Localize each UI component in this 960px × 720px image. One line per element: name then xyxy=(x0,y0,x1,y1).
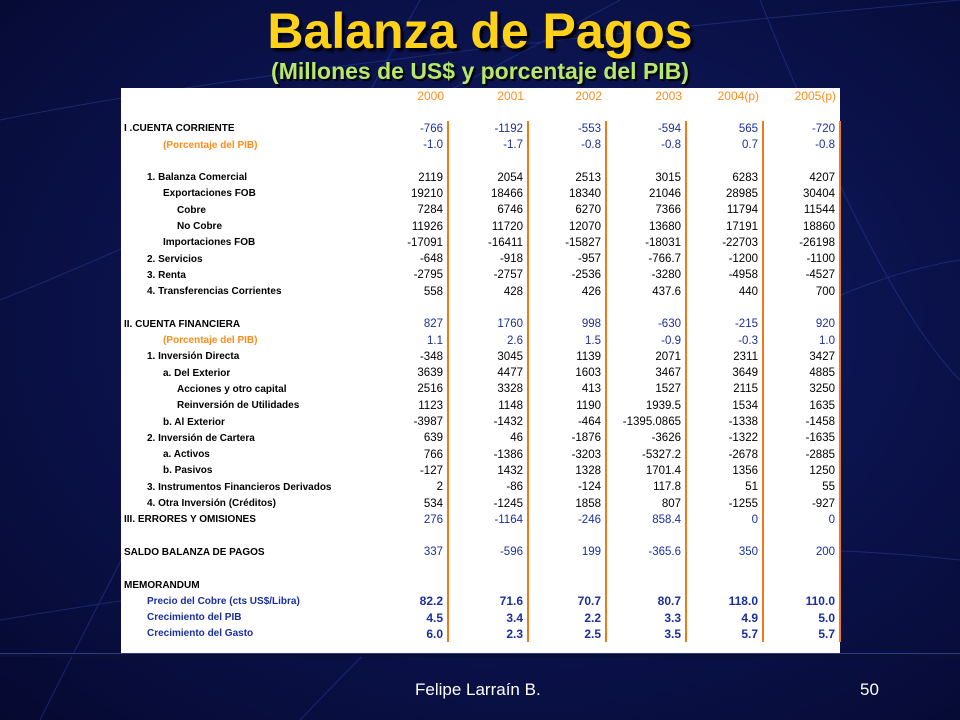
value-cell: -0.9 xyxy=(606,332,686,348)
value-cell: 3.5 xyxy=(606,626,686,642)
row-label: a. Del Exterior xyxy=(163,367,231,379)
value-cell: 1250 xyxy=(763,463,840,479)
table-row xyxy=(121,332,840,348)
value-cell: -4958 xyxy=(686,267,763,283)
value-cell xyxy=(763,104,840,120)
table-row xyxy=(121,463,840,479)
value-cell: 6746 xyxy=(448,202,528,218)
value-cell: 6.0 xyxy=(371,626,448,642)
value-cell: 440 xyxy=(686,284,763,300)
table-row xyxy=(121,300,840,316)
value-cell: 70.7 xyxy=(528,593,606,609)
value-cell: -1338 xyxy=(686,414,763,430)
value-cell: -1.0 xyxy=(371,137,448,153)
row-label xyxy=(121,528,371,544)
value-cell: -648 xyxy=(371,251,448,267)
value-cell xyxy=(528,104,606,120)
value-cell: 4885 xyxy=(763,365,840,381)
table-row xyxy=(121,610,840,626)
value-cell: -365.6 xyxy=(606,544,686,560)
footer-divider xyxy=(0,653,960,657)
table-row xyxy=(121,414,840,430)
value-cell xyxy=(528,300,606,316)
row-label: Reinversión de Utilidades xyxy=(177,400,300,412)
value-cell: 1701.4 xyxy=(606,463,686,479)
row-label: Acciones y otro capital xyxy=(177,383,287,395)
value-cell: 0 xyxy=(763,512,840,528)
value-cell: -15827 xyxy=(528,235,606,251)
value-cell xyxy=(371,300,448,316)
value-cell: -630 xyxy=(606,316,686,332)
row-label: b. Pasivos xyxy=(163,465,213,477)
header-year-2003: 2003 xyxy=(655,89,682,104)
value-cell: 3467 xyxy=(606,365,686,381)
value-cell: 21046 xyxy=(606,186,686,202)
value-cell: 199 xyxy=(528,544,606,560)
value-cell: -246 xyxy=(528,512,606,528)
value-cell: -594 xyxy=(606,121,686,137)
header-label-cell xyxy=(121,88,371,104)
table-row xyxy=(121,251,840,267)
value-cell: 3250 xyxy=(763,381,840,397)
value-cell: 1939.5 xyxy=(606,398,686,414)
table-row xyxy=(121,267,840,283)
row-label xyxy=(121,561,371,577)
value-cell xyxy=(606,104,686,120)
table-row xyxy=(121,104,840,120)
table-row xyxy=(121,479,840,495)
value-cell: 1603 xyxy=(528,365,606,381)
table-row xyxy=(121,169,840,185)
value-cell: -957 xyxy=(528,251,606,267)
value-cell: -0.3 xyxy=(686,332,763,348)
table-row xyxy=(121,284,840,300)
value-cell: 2.6 xyxy=(448,332,528,348)
value-cell xyxy=(448,528,528,544)
balance-of-payments-table xyxy=(121,88,841,642)
value-cell xyxy=(686,528,763,544)
row-label: b. Al Exterior xyxy=(163,416,225,428)
value-cell xyxy=(606,528,686,544)
table-row xyxy=(121,316,840,332)
table-row xyxy=(121,153,840,169)
value-cell: 1.5 xyxy=(528,332,606,348)
value-cell: 2513 xyxy=(528,169,606,185)
value-cell: 3649 xyxy=(686,365,763,381)
table-row xyxy=(121,447,840,463)
value-cell: 1190 xyxy=(528,398,606,414)
row-label: 3. Renta xyxy=(147,269,186,281)
value-cell: 1432 xyxy=(448,463,528,479)
row-label: 1. Inversión Directa xyxy=(147,351,240,363)
row-label: 2. Servicios xyxy=(147,253,203,265)
value-cell: 19210 xyxy=(371,186,448,202)
value-cell: -0.8 xyxy=(528,137,606,153)
value-cell xyxy=(371,561,448,577)
value-cell: 1356 xyxy=(686,463,763,479)
row-label: II. CUENTA FINANCIERA xyxy=(124,318,241,330)
value-cell: 565 xyxy=(686,121,763,137)
value-cell: 18340 xyxy=(528,186,606,202)
value-cell: 1635 xyxy=(763,398,840,414)
value-cell: -1245 xyxy=(448,495,528,511)
value-cell: -2536 xyxy=(528,267,606,283)
value-cell: 12070 xyxy=(528,218,606,234)
value-cell: -26198 xyxy=(763,235,840,251)
value-cell: -766.7 xyxy=(606,251,686,267)
value-cell: 4.9 xyxy=(686,610,763,626)
value-cell: 30404 xyxy=(763,186,840,202)
value-cell xyxy=(606,300,686,316)
row-label: III. ERRORES Y OMISIONES xyxy=(124,514,256,526)
value-cell: -3626 xyxy=(606,430,686,446)
slide-subtitle: (Millones de US$ y porcentaje del PIB) xyxy=(271,58,689,84)
value-cell: 118.0 xyxy=(686,593,763,609)
value-cell xyxy=(528,153,606,169)
value-cell: -720 xyxy=(763,121,840,137)
value-cell xyxy=(371,577,448,593)
value-cell: -0.8 xyxy=(606,137,686,153)
value-cell: 11794 xyxy=(686,202,763,218)
value-cell: 82.2 xyxy=(371,593,448,609)
row-label: 1. Balanza Comercial xyxy=(147,172,248,184)
value-cell: -1635 xyxy=(763,430,840,446)
value-cell: -1458 xyxy=(763,414,840,430)
value-cell: -1386 xyxy=(448,447,528,463)
value-cell xyxy=(686,300,763,316)
value-cell xyxy=(763,577,840,593)
table-row xyxy=(121,381,840,397)
value-cell: 4.5 xyxy=(371,610,448,626)
value-cell: 46 xyxy=(448,430,528,446)
value-cell: 2311 xyxy=(686,349,763,365)
value-cell: 350 xyxy=(686,544,763,560)
value-cell: 413 xyxy=(528,381,606,397)
value-cell: 2.2 xyxy=(528,610,606,626)
header-year-2002: 2002 xyxy=(575,89,602,104)
value-cell xyxy=(686,104,763,120)
value-cell: 2071 xyxy=(606,349,686,365)
value-cell: 17191 xyxy=(686,218,763,234)
value-cell: 28985 xyxy=(686,186,763,202)
value-cell: 6283 xyxy=(686,169,763,185)
value-cell: -0.8 xyxy=(763,137,840,153)
value-cell: 558 xyxy=(371,284,448,300)
balance-table-sheet xyxy=(121,88,840,654)
header-year-2001: 2001 xyxy=(497,89,524,104)
table-row xyxy=(121,218,840,234)
table-row xyxy=(121,626,840,642)
value-cell: -3280 xyxy=(606,267,686,283)
value-cell: -766 xyxy=(371,121,448,137)
value-cell: 3427 xyxy=(763,349,840,365)
row-label xyxy=(121,104,371,120)
row-label: I .CUENTA CORRIENTE xyxy=(124,123,235,135)
value-cell xyxy=(448,577,528,593)
value-cell: 6270 xyxy=(528,202,606,218)
value-cell: -2678 xyxy=(686,447,763,463)
value-cell: -4527 xyxy=(763,267,840,283)
value-cell: 1527 xyxy=(606,381,686,397)
table-row xyxy=(121,593,840,609)
value-cell: 5.7 xyxy=(686,626,763,642)
value-cell: 2115 xyxy=(686,381,763,397)
value-cell: 200 xyxy=(763,544,840,560)
value-cell: -18031 xyxy=(606,235,686,251)
value-cell: 1148 xyxy=(448,398,528,414)
value-cell xyxy=(606,561,686,577)
value-cell: -2757 xyxy=(448,267,528,283)
value-cell: -927 xyxy=(763,495,840,511)
table-body xyxy=(121,88,840,642)
value-cell: -553 xyxy=(528,121,606,137)
row-label: Exportaciones FOB xyxy=(163,188,256,200)
value-cell: -1395.0865 xyxy=(606,414,686,430)
value-cell: 5.7 xyxy=(763,626,840,642)
value-cell: 7366 xyxy=(606,202,686,218)
table-row xyxy=(121,577,840,593)
value-cell xyxy=(371,153,448,169)
value-cell: -464 xyxy=(528,414,606,430)
row-label: Cobre xyxy=(177,204,206,216)
row-label: 4. Transferencias Corrientes xyxy=(147,286,282,298)
value-cell xyxy=(528,561,606,577)
value-cell: 2119 xyxy=(371,169,448,185)
table-row xyxy=(121,137,840,153)
value-cell xyxy=(448,153,528,169)
table-row xyxy=(121,495,840,511)
value-cell: 18860 xyxy=(763,218,840,234)
row-label: No Cobre xyxy=(177,221,222,233)
value-cell: 1328 xyxy=(528,463,606,479)
value-cell xyxy=(763,528,840,544)
table-row xyxy=(121,398,840,414)
value-cell: -2795 xyxy=(371,267,448,283)
value-cell: -215 xyxy=(686,316,763,332)
row-label: (Porcentaje del PIB) xyxy=(163,335,258,347)
page-number: 50 xyxy=(860,680,879,699)
value-cell: -1432 xyxy=(448,414,528,430)
value-cell: 807 xyxy=(606,495,686,511)
table-row xyxy=(121,121,840,137)
row-label: SALDO BALANZA DE PAGOS xyxy=(124,546,265,558)
table-row xyxy=(121,561,840,577)
value-cell: 3015 xyxy=(606,169,686,185)
row-label: MEMORANDUM xyxy=(124,579,200,591)
value-cell: 2054 xyxy=(448,169,528,185)
value-cell: 2 xyxy=(371,479,448,495)
value-cell: 1.0 xyxy=(763,332,840,348)
row-label: Precio del Cobre (cts US$/Libra) xyxy=(147,595,300,607)
value-cell: -918 xyxy=(448,251,528,267)
value-cell xyxy=(606,577,686,593)
value-cell xyxy=(763,561,840,577)
value-cell: 2.5 xyxy=(528,626,606,642)
value-cell: -22703 xyxy=(686,235,763,251)
value-cell: -5327.2 xyxy=(606,447,686,463)
value-cell xyxy=(763,153,840,169)
value-cell xyxy=(371,104,448,120)
value-cell: 55 xyxy=(763,479,840,495)
value-cell: 428 xyxy=(448,284,528,300)
value-cell: -1876 xyxy=(528,430,606,446)
value-cell: 1.1 xyxy=(371,332,448,348)
value-cell xyxy=(686,153,763,169)
footer-author: Felipe Larraín B. xyxy=(415,680,541,699)
value-cell: -16411 xyxy=(448,235,528,251)
value-cell: 2516 xyxy=(371,381,448,397)
value-cell xyxy=(606,153,686,169)
row-label: Crecimiento del Gasto xyxy=(147,628,254,640)
value-cell: 1534 xyxy=(686,398,763,414)
header-year-2005: 2005(p) xyxy=(794,89,836,104)
value-cell: 3.4 xyxy=(448,610,528,626)
value-cell xyxy=(686,577,763,593)
row-label: (Porcentaje del PIB) xyxy=(163,139,258,151)
value-cell: 1139 xyxy=(528,349,606,365)
row-label: Importaciones FOB xyxy=(163,237,256,249)
value-cell: -3203 xyxy=(528,447,606,463)
value-cell xyxy=(448,561,528,577)
row-label: 2. Inversión de Cartera xyxy=(147,432,255,444)
value-cell: -1100 xyxy=(763,251,840,267)
value-cell: -1322 xyxy=(686,430,763,446)
table-row xyxy=(121,202,840,218)
value-cell: 3328 xyxy=(448,381,528,397)
value-cell xyxy=(763,300,840,316)
value-cell: -124 xyxy=(528,479,606,495)
value-cell: 998 xyxy=(528,316,606,332)
value-cell: 534 xyxy=(371,495,448,511)
table-row xyxy=(121,349,840,365)
table-row xyxy=(121,365,840,381)
value-cell: 3045 xyxy=(448,349,528,365)
value-cell: 1858 xyxy=(528,495,606,511)
table-row xyxy=(121,186,840,202)
value-cell xyxy=(528,577,606,593)
value-cell: 7284 xyxy=(371,202,448,218)
value-cell: 71.6 xyxy=(448,593,528,609)
value-cell: 3.3 xyxy=(606,610,686,626)
value-cell: 18466 xyxy=(448,186,528,202)
value-cell: -1192 xyxy=(448,121,528,137)
table-row xyxy=(121,544,840,560)
header-year-2000: 2000 xyxy=(417,89,444,104)
row-label: Crecimiento del PIB xyxy=(147,612,242,624)
value-cell: 827 xyxy=(371,316,448,332)
value-cell: 11926 xyxy=(371,218,448,234)
value-cell: 51 xyxy=(686,479,763,495)
value-cell: -2885 xyxy=(763,447,840,463)
value-cell: 276 xyxy=(371,512,448,528)
value-cell: 4207 xyxy=(763,169,840,185)
slide-title: Balanza de Pagos xyxy=(267,3,693,59)
value-cell: 0 xyxy=(686,512,763,528)
value-cell: 426 xyxy=(528,284,606,300)
value-cell xyxy=(448,104,528,120)
value-cell: 700 xyxy=(763,284,840,300)
value-cell: 639 xyxy=(371,430,448,446)
value-cell: -17091 xyxy=(371,235,448,251)
value-cell: 11720 xyxy=(448,218,528,234)
value-cell: 337 xyxy=(371,544,448,560)
value-cell xyxy=(686,561,763,577)
value-cell: 920 xyxy=(763,316,840,332)
value-cell xyxy=(528,528,606,544)
table-row xyxy=(121,528,840,544)
table-row xyxy=(121,512,840,528)
header-year-2004: 2004(p) xyxy=(717,89,759,104)
value-cell: -348 xyxy=(371,349,448,365)
value-cell: 4477 xyxy=(448,365,528,381)
value-cell: -1164 xyxy=(448,512,528,528)
value-cell xyxy=(371,528,448,544)
value-cell: 858.4 xyxy=(606,512,686,528)
row-label xyxy=(121,300,371,316)
value-cell: 110.0 xyxy=(763,593,840,609)
value-cell: 766 xyxy=(371,447,448,463)
row-label: 3. Instrumentos Financieros Derivados xyxy=(147,481,332,493)
table-row xyxy=(121,235,840,251)
value-cell: 1760 xyxy=(448,316,528,332)
value-cell: 11544 xyxy=(763,202,840,218)
value-cell: -1200 xyxy=(686,251,763,267)
value-cell: 3639 xyxy=(371,365,448,381)
value-cell: -1.7 xyxy=(448,137,528,153)
row-label: 4. Otra Inversión (Créditos) xyxy=(147,498,276,510)
value-cell: 437.6 xyxy=(606,284,686,300)
value-cell: 1123 xyxy=(371,398,448,414)
value-cell: 0.7 xyxy=(686,137,763,153)
value-cell: 117.8 xyxy=(606,479,686,495)
value-cell: 80.7 xyxy=(606,593,686,609)
row-label: a. Activos xyxy=(163,449,210,461)
value-cell: -1255 xyxy=(686,495,763,511)
table-row xyxy=(121,430,840,446)
row-label xyxy=(121,153,371,169)
value-cell: 13680 xyxy=(606,218,686,234)
value-cell: 5.0 xyxy=(763,610,840,626)
header-row xyxy=(121,88,840,104)
value-cell: 2.3 xyxy=(448,626,528,642)
value-cell: -86 xyxy=(448,479,528,495)
value-cell: -596 xyxy=(448,544,528,560)
value-cell: -3987 xyxy=(371,414,448,430)
value-cell: -127 xyxy=(371,463,448,479)
value-cell xyxy=(448,300,528,316)
